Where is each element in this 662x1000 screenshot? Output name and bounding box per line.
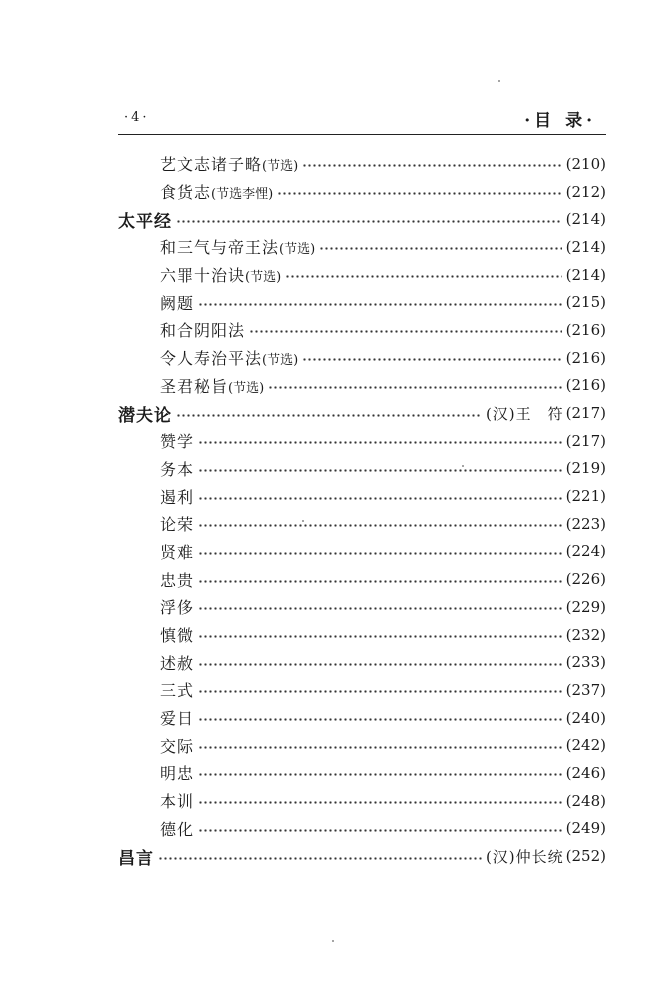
dot-leader: [198, 635, 562, 638]
dot-leader: [176, 414, 482, 417]
dot-leader: [176, 220, 562, 223]
entry-title-group: [160, 789, 194, 812]
table-of-contents: [118, 150, 606, 870]
toc-entry-major[interactable]: [118, 399, 606, 427]
entry-title-group: [160, 817, 194, 840]
toc-entry[interactable]: [118, 565, 606, 593]
entry-title-group: [118, 844, 154, 869]
entry-title: 太平经: [118, 211, 172, 232]
dot-leader: [268, 386, 561, 389]
header-rule: [118, 134, 606, 135]
dot-leader: [198, 746, 562, 749]
entry-title: 昌言: [118, 848, 154, 869]
entry-title-group: [160, 318, 245, 341]
scan-speck: [498, 80, 500, 82]
entry-title-group: [160, 568, 194, 591]
entry-title: 潜夫论: [118, 405, 172, 426]
running-header: [118, 106, 606, 132]
entry-page-number: (248): [565, 791, 606, 810]
entry-page-number: (226): [565, 570, 606, 589]
dot-leader: [198, 690, 562, 693]
entry-title-group: [160, 734, 194, 757]
scan-speck: [332, 940, 334, 942]
dot-leader: [158, 857, 482, 860]
toc-entry[interactable]: [118, 621, 606, 649]
entry-page-number: (232): [565, 625, 606, 644]
entry-title-group: [160, 512, 194, 535]
dot-leader: [198, 552, 562, 555]
entry-page-number: (214): [565, 265, 606, 284]
entry-title: 务本: [160, 459, 195, 479]
entry-page-number: (216): [565, 376, 606, 395]
dot-leader: [198, 773, 562, 776]
entry-title: 赞学: [160, 432, 195, 452]
entry-title-group: [160, 457, 194, 480]
entry-author: (汉)王 符: [485, 404, 564, 423]
entry-title: 述赦: [160, 653, 195, 673]
toc-entry[interactable]: [118, 427, 606, 455]
dot-leader: [198, 524, 562, 527]
dot-leader: [198, 718, 562, 721]
entry-title: 阙题: [160, 293, 195, 313]
entry-page-number: (223): [565, 514, 606, 533]
entry-title-group: [160, 374, 264, 397]
entry-title-group: [160, 291, 194, 314]
dot-leader: [198, 497, 562, 500]
entry-page-number: (219): [565, 459, 606, 478]
toc-entry[interactable]: [118, 510, 606, 538]
entry-page-number: (237): [565, 680, 606, 699]
toc-entry[interactable]: [118, 233, 606, 261]
page-number: ·4·: [124, 110, 150, 125]
entry-title-group: [160, 235, 315, 258]
entry-page-number: (252): [565, 847, 606, 866]
toc-entry[interactable]: [118, 593, 606, 621]
entry-page-number: (233): [565, 653, 606, 672]
entry-page-number: (242): [565, 736, 606, 755]
toc-entry[interactable]: [118, 316, 606, 344]
entry-page-number: (214): [565, 237, 606, 256]
entry-title: 和三气与帝王法: [160, 238, 280, 258]
entry-title-group: [160, 706, 194, 729]
entry-title: 明忠: [160, 764, 195, 784]
entry-title: 遏利: [160, 487, 195, 507]
entry-note: (节选): [262, 353, 299, 369]
entry-title: 三式: [160, 681, 195, 701]
entry-title: 论荣: [160, 515, 195, 535]
dot-leader: [302, 164, 561, 167]
entry-page-number: (210): [565, 154, 606, 173]
entry-page-number: (212): [565, 182, 606, 201]
entry-title: 本训: [160, 792, 195, 812]
toc-entry[interactable]: [118, 372, 606, 400]
section-title: ·目 录·: [524, 111, 596, 131]
toc-entry[interactable]: [118, 787, 606, 815]
toc-entry[interactable]: [118, 538, 606, 566]
toc-entry[interactable]: [118, 759, 606, 787]
dot-leader: [285, 275, 561, 278]
dot-leader: [198, 607, 562, 610]
entry-title-group: [160, 761, 194, 784]
toc-entry-major[interactable]: [118, 205, 606, 233]
dot-leader: [198, 441, 562, 444]
entry-title-group: [160, 263, 281, 286]
toc-entry[interactable]: [118, 731, 606, 759]
dot-leader: [198, 303, 562, 306]
entry-title: 圣君秘旨: [160, 376, 229, 396]
entry-title-group: [160, 651, 194, 674]
entry-note: (节选): [279, 242, 316, 258]
entry-author: (汉)仲长统: [485, 847, 564, 866]
scan-speck: [462, 465, 464, 467]
entry-title: 忠贵: [160, 570, 195, 590]
toc-entry[interactable]: [118, 261, 606, 289]
entry-page-number: (229): [565, 597, 606, 616]
dot-leader: [198, 580, 562, 583]
entry-title-group: [160, 623, 194, 646]
toc-entry[interactable]: [118, 704, 606, 732]
entry-title: 六罪十治诀: [160, 266, 246, 286]
entry-page-number: (240): [565, 708, 606, 727]
dot-leader: [198, 469, 562, 472]
toc-entry[interactable]: [118, 482, 606, 510]
entry-title-group: [160, 180, 273, 203]
entry-title: 爱日: [160, 709, 195, 729]
entry-title-group: [160, 540, 194, 563]
entry-page-number: (215): [565, 293, 606, 312]
dot-leader: [198, 829, 562, 832]
entry-title: 艺文志诸子略: [160, 155, 263, 175]
entry-note: (节选): [228, 380, 265, 396]
toc-entry[interactable]: [118, 676, 606, 704]
scan-speck: [302, 520, 304, 522]
dot-leader: [249, 330, 562, 333]
entry-title: 交际: [160, 736, 195, 756]
entry-title: 慎微: [160, 626, 195, 646]
toc-entry[interactable]: [118, 178, 606, 206]
entry-page-number: (216): [565, 320, 606, 339]
entry-title-group: [160, 678, 194, 701]
toc-entry[interactable]: [118, 648, 606, 676]
entry-note: (节选): [262, 159, 299, 175]
entry-page-number: (214): [565, 210, 606, 229]
entry-page-number: (249): [565, 819, 606, 838]
entry-title-group: [118, 401, 172, 426]
entry-page-number: (246): [565, 763, 606, 782]
toc-entry[interactable]: [118, 150, 606, 178]
entry-title: 食货志: [160, 183, 212, 203]
entry-title: 浮侈: [160, 598, 195, 618]
toc-entry[interactable]: [118, 455, 606, 483]
entry-note: (节选李悝): [211, 187, 274, 203]
dot-leader: [277, 192, 561, 195]
toc-entry-major[interactable]: [118, 842, 606, 870]
entry-title: 贤难: [160, 542, 195, 562]
entry-page-number: (221): [565, 487, 606, 506]
dot-leader: [319, 247, 561, 250]
entry-title: 和合阴阳法: [160, 321, 246, 341]
toc-entry[interactable]: [118, 815, 606, 843]
entry-title-group: [160, 485, 194, 508]
entry-page-number: (216): [565, 348, 606, 367]
entry-title-group: [160, 595, 194, 618]
entry-note: (节选): [245, 270, 282, 286]
entry-page-number: (224): [565, 542, 606, 561]
dot-leader: [198, 801, 562, 804]
entry-title-group: [160, 152, 298, 175]
entry-title: 令人寿治平法: [160, 349, 263, 369]
entry-title-group: [118, 207, 172, 232]
toc-entry[interactable]: [118, 344, 606, 372]
entry-title-group: [160, 429, 194, 452]
entry-page-number: (217): [565, 404, 606, 423]
toc-entry[interactable]: [118, 288, 606, 316]
dot-leader: [198, 663, 562, 666]
entry-title-group: [160, 346, 298, 369]
entry-page-number: (217): [565, 431, 606, 450]
entry-title: 德化: [160, 819, 195, 839]
dot-leader: [302, 358, 561, 361]
